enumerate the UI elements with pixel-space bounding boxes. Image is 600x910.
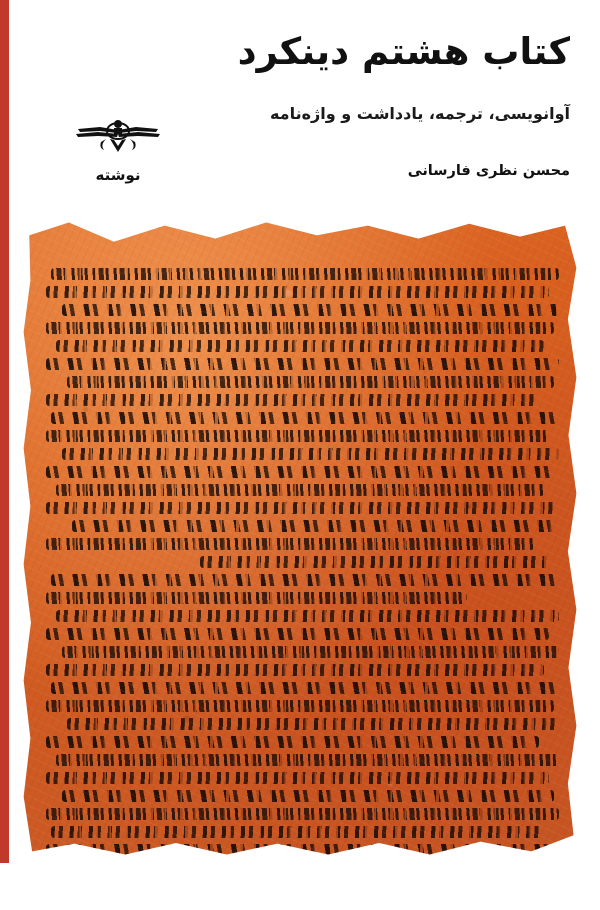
manuscript-script-lines	[46, 268, 559, 836]
page-subtitle: آوانویسی، ترجمه، یادداشت و واژه‌نامه	[269, 104, 570, 123]
publisher-name: نوشته	[95, 166, 141, 184]
cover-header	[12, 0, 600, 205]
author-name: محسن نظری فارسانی	[407, 163, 570, 179]
page-title: کتاب هشتم دینکرد	[237, 30, 570, 73]
manuscript-paper	[18, 216, 582, 861]
spine-stripe	[0, 0, 9, 889]
bottom-margin	[0, 863, 600, 889]
manuscript-artwork	[18, 216, 582, 861]
publisher-logo	[70, 108, 166, 200]
faravahar-icon	[70, 108, 166, 166]
